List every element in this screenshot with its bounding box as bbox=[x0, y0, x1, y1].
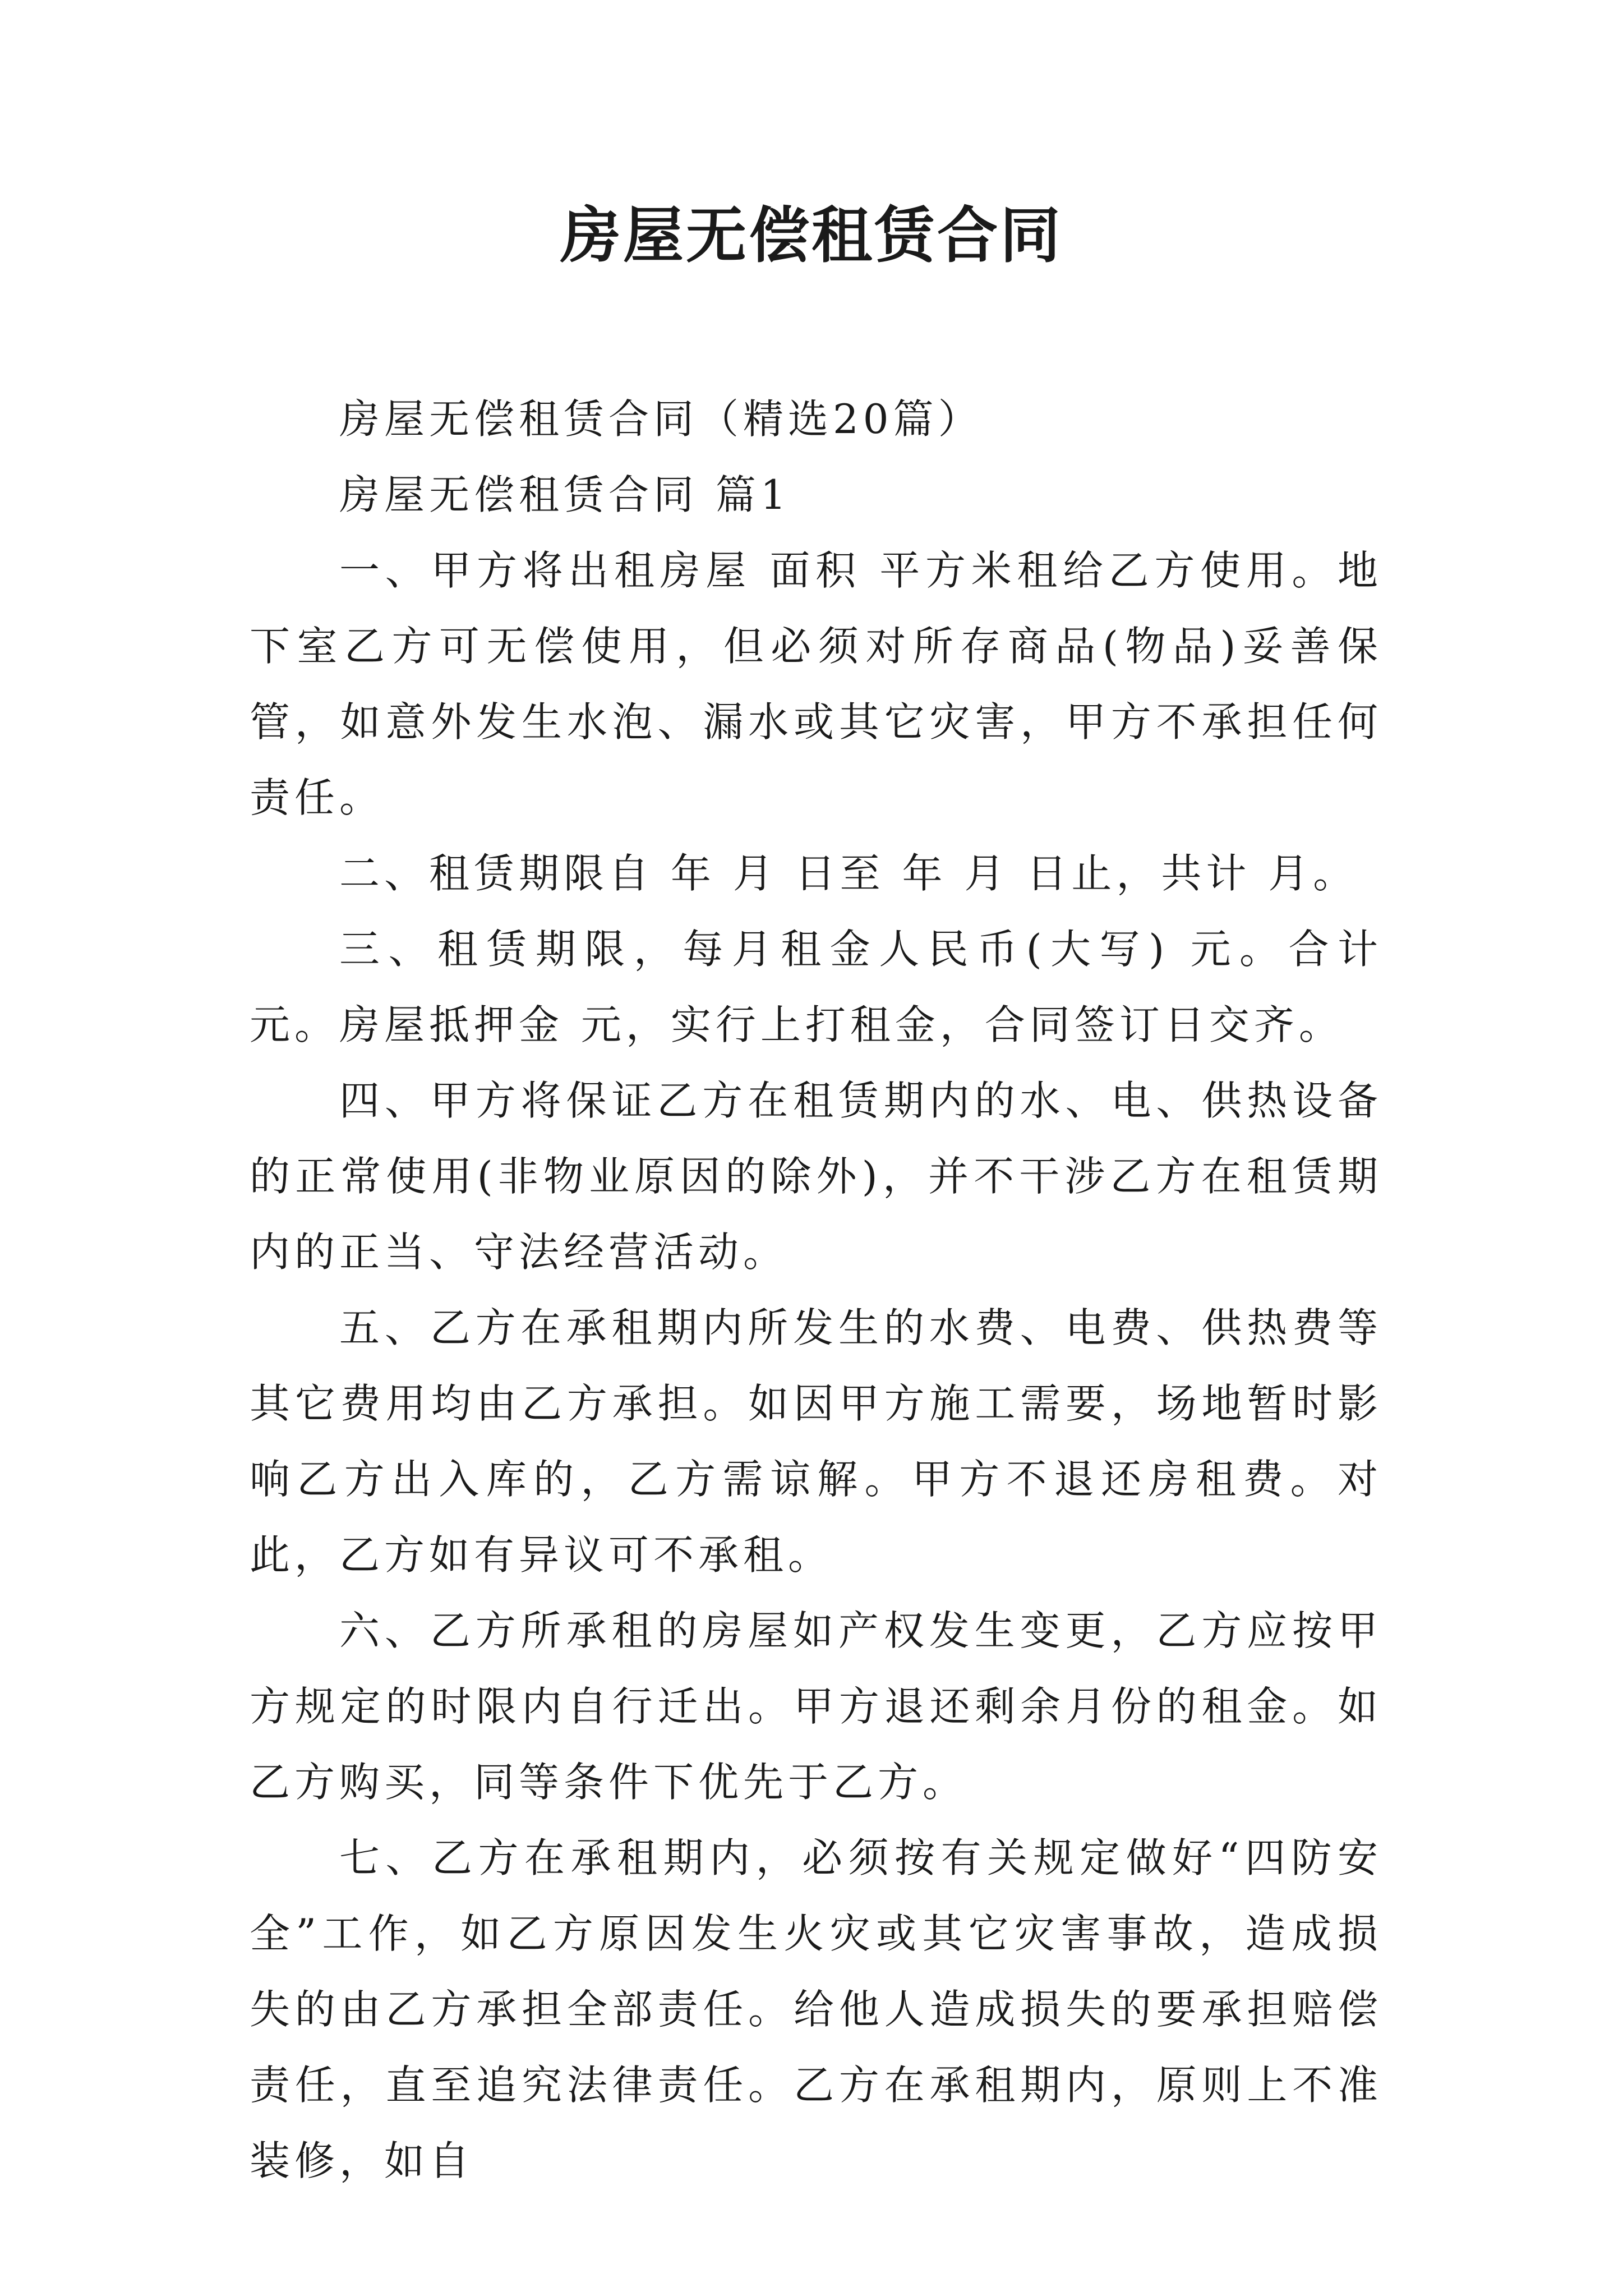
paragraph-collection-title: 房屋无偿租赁合同（精选20篇） bbox=[339, 395, 983, 443]
paragraph-clause-4: 四、甲方将保证乙方在租赁期内的水、电、供热设备的正常使用(非物业原因的除外)，并不干涉乙方在租赁期内的正当、守法经营活动。 bbox=[250, 1077, 1382, 1276]
paragraph-clause-5: 五、乙方在承租期内所发生的水费、电费、供热费等其它费用均由乙方承担。如因甲方施工需要，场地暂时影响乙方出入库的，乙方需谅解。甲方不退还房租费。对此，乙方如有异议可不承租。 bbox=[250, 1304, 1382, 1579]
paragraph-clause-1: 一、甲方将出租房屋 面积 平方米租给乙方使用。地下室乙方可无偿使用，但必须对所存商品(物品)妥善保管，如意外发生水泡、漏水或其它灾害，甲方不承担任何责任。 bbox=[250, 547, 1382, 821]
paragraph-clause-7: 七、乙方在承租期内，必须按有关规定做好“四防安全”工作，如乙方原因发生火灾或其它灾害事故，造成损失的由乙方承担全部责任。给他人造成损失的要承担赔偿责任，直至追究法律责任。乙方在承租期内，原则上不准装修，如自 bbox=[250, 1834, 1382, 2184]
paragraph-clause-3: 三、租赁期限，每月租金人民币(大写) 元。合计 元。房屋抵押金 元，实行上打租金，合同签订日交齐。 bbox=[250, 926, 1382, 1048]
document-title: 房屋无偿租赁合同 bbox=[560, 200, 1063, 271]
paragraph-clause-6: 六、乙方所承租的房屋如产权发生变更，乙方应按甲方规定的时限内自行迁出。甲方退还剩余月份的租金。如乙方购买，同等条件下优先于乙方。 bbox=[250, 1607, 1382, 1806]
document-body bbox=[250, 381, 1382, 2199]
paragraph-clause-2: 二、租赁期限自 年 月 日至 年 月 日止，共计 月。 bbox=[339, 850, 1358, 897]
paragraph-section-heading: 房屋无偿租赁合同 篇1 bbox=[339, 471, 791, 518]
